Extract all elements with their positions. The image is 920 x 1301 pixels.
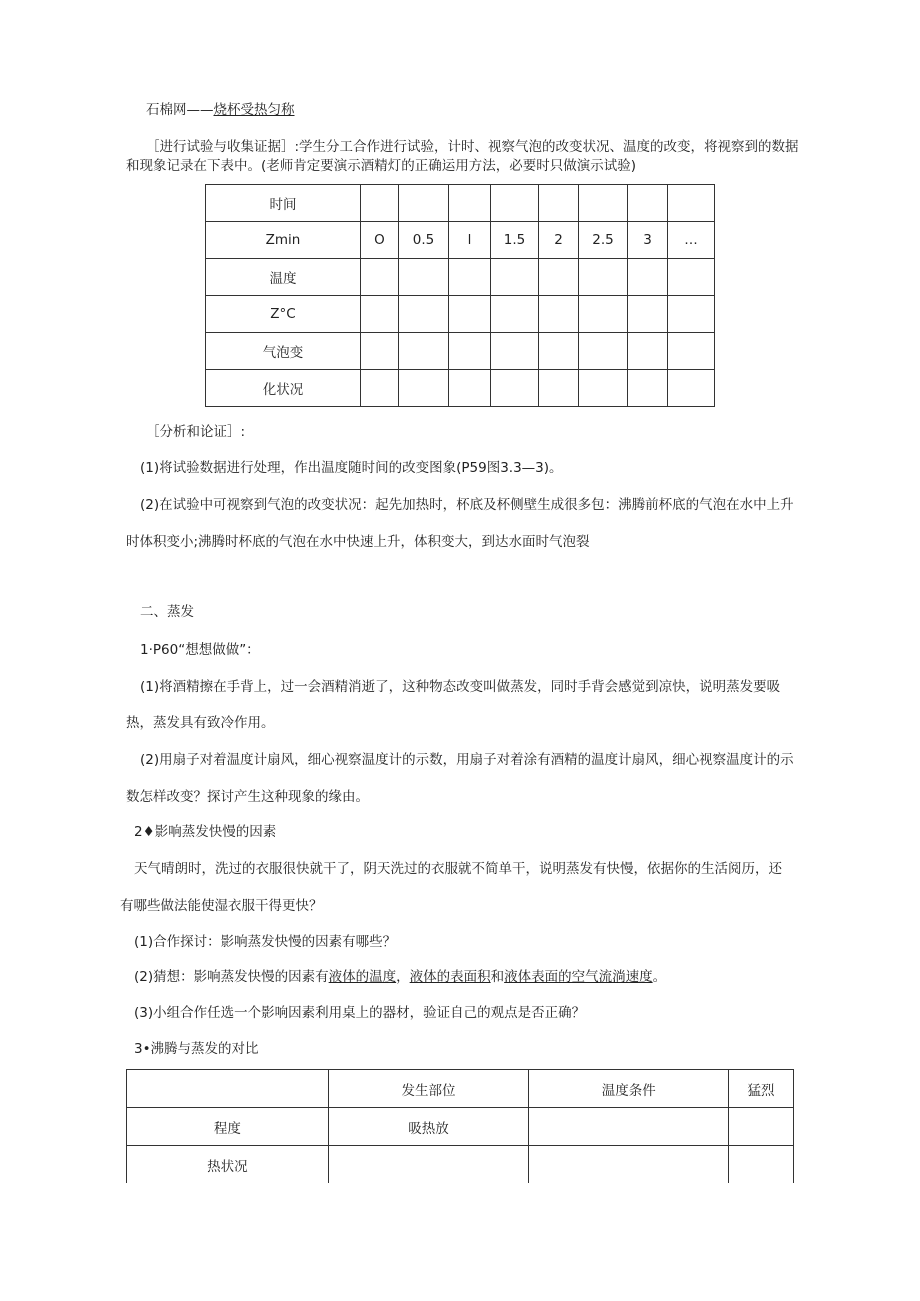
table-cell: 2	[539, 222, 579, 259]
boiling-data-table	[205, 184, 715, 407]
paragraph-line: ［进行试验与收集证据］:学生分工合作进行试验，计时、视察气泡的改变状况、温度的改变，将视察到的数据	[146, 139, 799, 155]
table-cell	[539, 333, 579, 370]
table-cell: 温度	[206, 259, 361, 296]
table-cell: Zmin	[206, 222, 361, 259]
table-row	[127, 1070, 794, 1108]
paragraph-line: 热，蒸发具有致冷作用。	[126, 715, 275, 731]
table-cell	[539, 185, 579, 222]
table-cell	[449, 333, 491, 370]
paragraph-line: 数怎样改变？探讨产生这种现象的缘由。	[126, 789, 369, 805]
table-cell: 1.5	[491, 222, 539, 259]
text-segment: 。	[652, 969, 667, 985]
table-cell	[628, 333, 668, 370]
table-cell	[668, 185, 715, 222]
underlined-text: 液体的温度	[328, 969, 397, 985]
table-row	[127, 1146, 794, 1184]
table-cell: 热状况	[127, 1146, 329, 1184]
table-cell	[361, 333, 399, 370]
table-cell	[361, 259, 399, 296]
table-cell	[539, 370, 579, 407]
table-cell	[449, 370, 491, 407]
table-cell: 程度	[127, 1108, 329, 1146]
table-cell: l	[449, 222, 491, 259]
table-cell	[399, 333, 449, 370]
table-row	[206, 185, 715, 222]
paragraph-line: (1)将试验数据进行处理，作出温度随时间的改变图象(P59图3.3—3)。	[140, 460, 563, 476]
table-cell	[729, 1146, 794, 1184]
table-cell	[579, 333, 628, 370]
paragraph-line: (2)用扇子对着温度计扇风，细心视察温度计的示数，用扇子对着涂有酒精的温度计扇风，细心视察温度计的示	[140, 752, 794, 768]
table-cell	[668, 370, 715, 407]
table-cell	[491, 185, 539, 222]
table-cell: 气泡变	[206, 333, 361, 370]
text-segment: 石棉网——	[146, 102, 214, 118]
table-cell	[668, 333, 715, 370]
table-cell	[729, 1108, 794, 1146]
section-heading: 二、蒸发	[140, 604, 194, 620]
subheading: 3•沸腾与蒸发的对比	[134, 1041, 259, 1057]
table-row	[206, 370, 715, 407]
table-cell	[399, 370, 449, 407]
text-segment: ，	[396, 969, 410, 985]
table-cell	[399, 259, 449, 296]
table-cell: …	[668, 222, 715, 259]
table-cell: 时间	[206, 185, 361, 222]
table-cell	[449, 185, 491, 222]
table-cell	[579, 296, 628, 333]
table-cell	[539, 259, 579, 296]
table-cell	[491, 296, 539, 333]
table-row	[206, 222, 715, 259]
text-segment: (2)猜想：影响蒸发快慢的因素有	[134, 969, 329, 985]
table-cell: 温度条件	[529, 1070, 729, 1108]
boiling-evaporation-comparison-table	[126, 1069, 794, 1183]
table-cell	[449, 259, 491, 296]
table-cell	[539, 296, 579, 333]
table-cell	[529, 1146, 729, 1184]
table-cell	[529, 1108, 729, 1146]
table-cell: Z°C	[206, 296, 361, 333]
table-cell: 猛烈	[729, 1070, 794, 1108]
paragraph-line: 有哪些做法能使湿衣服干得更快？	[120, 898, 323, 914]
table-cell	[127, 1070, 329, 1108]
table-cell	[361, 296, 399, 333]
table-row	[206, 296, 715, 333]
table-cell	[668, 296, 715, 333]
table-cell: 0.5	[399, 222, 449, 259]
underlined-text: 烧杯受热匀称	[213, 102, 295, 118]
paragraph-line: (1)将酒精擦在手背上，过一会酒精消逝了，这种物态改变叫做蒸发，同时手背会感觉到凉快，说明蒸发要吸	[140, 679, 781, 695]
table-row	[206, 333, 715, 370]
table-cell	[579, 259, 628, 296]
table-cell	[399, 296, 449, 333]
paragraph-line	[134, 968, 666, 986]
section-heading: ［分析和论证］:	[146, 424, 246, 440]
subheading: 2♦影响蒸发快慢的因素	[134, 824, 277, 840]
paragraph-line: 天气晴朗时，洗过的衣服很快就干了，阴天洗过的衣服就不简单干，说明蒸发有快慢，依据你的生活阅历，还	[134, 861, 782, 877]
table-cell: O	[361, 222, 399, 259]
table-cell	[628, 259, 668, 296]
table-cell	[668, 259, 715, 296]
table-cell: 化状况	[206, 370, 361, 407]
table-row	[206, 259, 715, 296]
subheading: 1·P60“想想做做”：	[140, 642, 260, 658]
table-cell: 发生部位	[328, 1070, 529, 1108]
table-cell	[628, 370, 668, 407]
paragraph-line: 和现象记录在下表中。(老师肯定要演示酒精灯的正确运用方法，必要时只做演示试验)	[126, 158, 637, 174]
paragraph-line: (3)小组合作任选一个影响因素利用桌上的器材，验证自己的观点是否正确？	[134, 1005, 586, 1021]
underlined-text: 液体表面的空气流淌速度	[504, 969, 653, 985]
table-cell	[361, 370, 399, 407]
table-cell: 2.5	[579, 222, 628, 259]
table-cell	[399, 185, 449, 222]
table-cell: 3	[628, 222, 668, 259]
table-cell	[491, 259, 539, 296]
text-line	[146, 101, 295, 119]
table-row	[127, 1108, 794, 1146]
underlined-text: 液体的表面积	[409, 969, 491, 985]
text-segment: 和	[490, 969, 505, 985]
table-cell	[328, 1146, 529, 1184]
paragraph-line: (2)在试验中可视察到气泡的改变状况：起先加热时，杯底及杯侧壁生成很多包：沸腾前杯底的气泡在水中上升	[140, 497, 794, 513]
table-cell	[628, 185, 668, 222]
table-cell	[449, 296, 491, 333]
table-cell	[579, 185, 628, 222]
table-cell	[361, 185, 399, 222]
paragraph-line: 时体积变小;沸腾时杯底的气泡在水中快速上升，体积变大，到达水面时气泡裂	[126, 534, 590, 550]
table-cell	[579, 370, 628, 407]
table-cell	[491, 333, 539, 370]
table-cell	[628, 296, 668, 333]
table-cell	[491, 370, 539, 407]
paragraph-line: (1)合作探讨：影响蒸发快慢的因素有哪些？	[134, 934, 397, 950]
table-cell: 吸热放	[328, 1108, 529, 1146]
